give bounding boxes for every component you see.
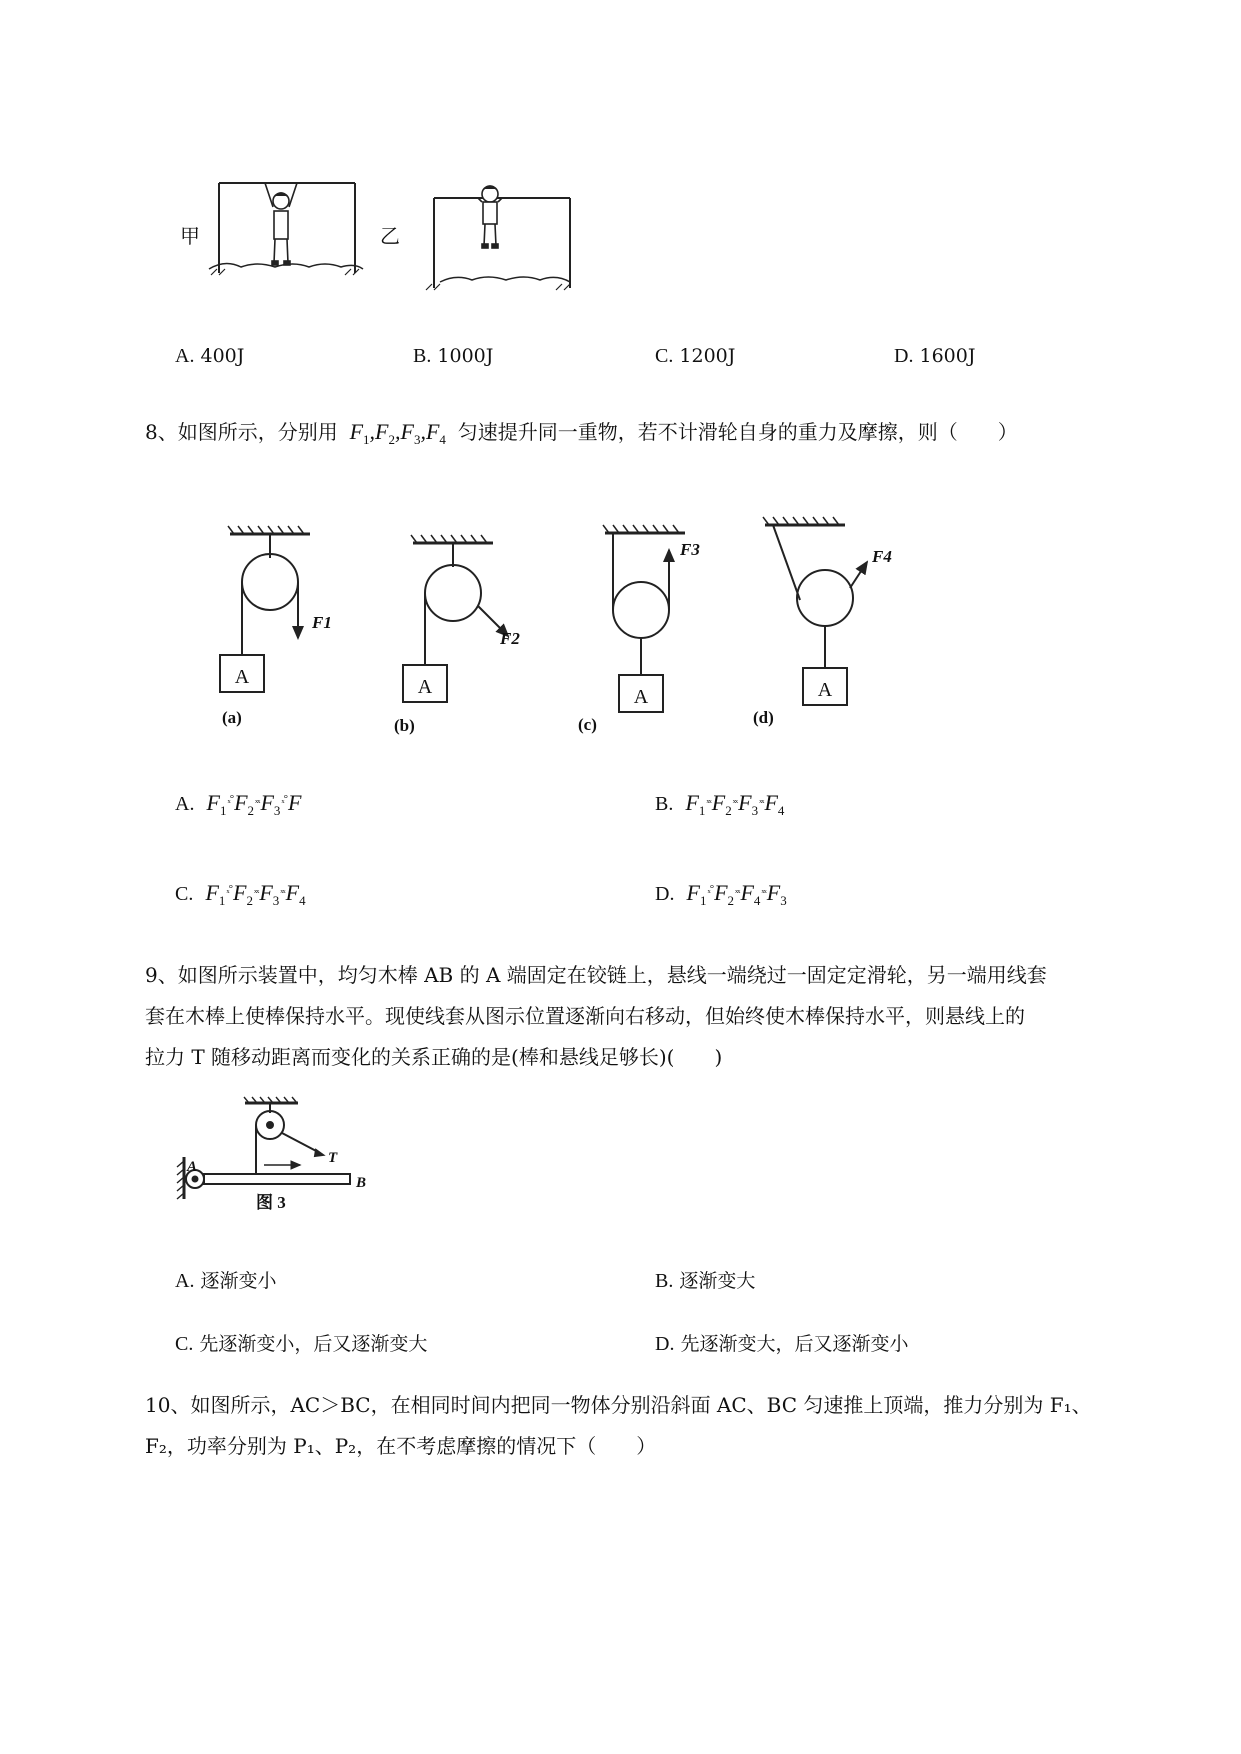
q9-stem-line-3: 拉力 T 随移动距离而变化的关系正确的是(棒和悬线足够长)( ) [145, 1045, 723, 1069]
q9-stem-line-1: 9、如图所示装置中，均匀木棒 AB 的 A 端固定在铰链上，悬线一端绕过一固定定滑轮，另一端用线套 [145, 963, 1047, 987]
q7-option-d[interactable]: D. 1600J [894, 345, 976, 367]
q8-option-a[interactable]: A. $F_1^{_x^\circ}F_2^{_{xx}}F_3^{_x^\circ}F$ [175, 790, 302, 818]
tension-label-t: T [328, 1150, 338, 1166]
q9-stem-line-2: 套在木棒上使棒保持水平。现使线套从图示位置逐渐向右移动，但始终使木棒保持水平，则悬线上的 [145, 1004, 1025, 1028]
figure-3-caption: 图 3 [256, 1193, 286, 1212]
figure-label-jia: 甲 [180, 224, 200, 248]
q8-option-c[interactable]: C. $F_1^{_x^\circ}F_2^{_{xx}}F_3^{_{xx}}F_4$ [175, 880, 306, 908]
figure-label-yi: 乙 [380, 224, 400, 248]
q10-stem-line-1: 10、如图所示，AC＞BC，在相同时间内把同一物体分别沿斜面 AC、BC 匀速推上顶端，推力分别为 F₁、 [145, 1393, 1092, 1417]
panel-label-d: (d) [753, 708, 774, 727]
force-label-f1: F1 [312, 613, 332, 632]
q8-stem: 8、如图所示，分别用 $F_1,F_2,F_3,F_4$ 匀速提升同一重物，若不计滑轮自身的重力及摩擦，则（ ） [145, 419, 1018, 447]
q10-stem-line-2: F₂，功率分别为 P₁、P₂，在不考虑摩擦的情况下（ ） [145, 1434, 657, 1458]
q8-forces-math: $F_1,F_2,F_3,F_4$ [344, 419, 446, 447]
q7-option-c[interactable]: C. 1200J [655, 345, 736, 367]
panel-label-a: (a) [222, 708, 242, 727]
block-c-label: A [633, 686, 649, 708]
q9-option-d[interactable]: D. 先逐渐变大，后又逐渐变小 [655, 1333, 909, 1355]
figure-pullup-jia [205, 175, 365, 285]
q7-option-a[interactable]: A. 400J [175, 345, 245, 367]
block-b-label: A [417, 676, 433, 698]
panel-label-b: (b) [394, 716, 415, 735]
block-a-label: A [234, 666, 250, 688]
figure-pullup-yi [420, 158, 580, 298]
force-label-f3: F3 [680, 540, 700, 559]
panel-label-c: (c) [578, 715, 597, 734]
force-label-f2: F2 [500, 629, 520, 648]
figure-lever-pulley [170, 1095, 380, 1215]
lever-label-a: A [187, 1159, 198, 1175]
q8-option-d[interactable]: D. $F_1^{_x^\circ}F_2^{_{xx}}F_4^{_{xx}}F_3$ [655, 880, 787, 908]
force-label-f4: F4 [872, 547, 892, 566]
figure-pulleys [160, 510, 920, 740]
lever-label-b: B [356, 1175, 367, 1191]
block-d-label: A [817, 679, 833, 701]
q7-option-b[interactable]: B. 1000J [413, 345, 494, 367]
q9-option-a[interactable]: A. 逐渐变小 [175, 1270, 277, 1292]
q9-option-c[interactable]: C. 先逐渐变小，后又逐渐变大 [175, 1333, 428, 1355]
q9-option-b[interactable]: B. 逐渐变大 [655, 1270, 756, 1292]
q8-option-b[interactable]: B. $F_1^{_{xx}}F_2^{_{xx}}F_3^{_{xx}}F_4$ [655, 790, 785, 818]
